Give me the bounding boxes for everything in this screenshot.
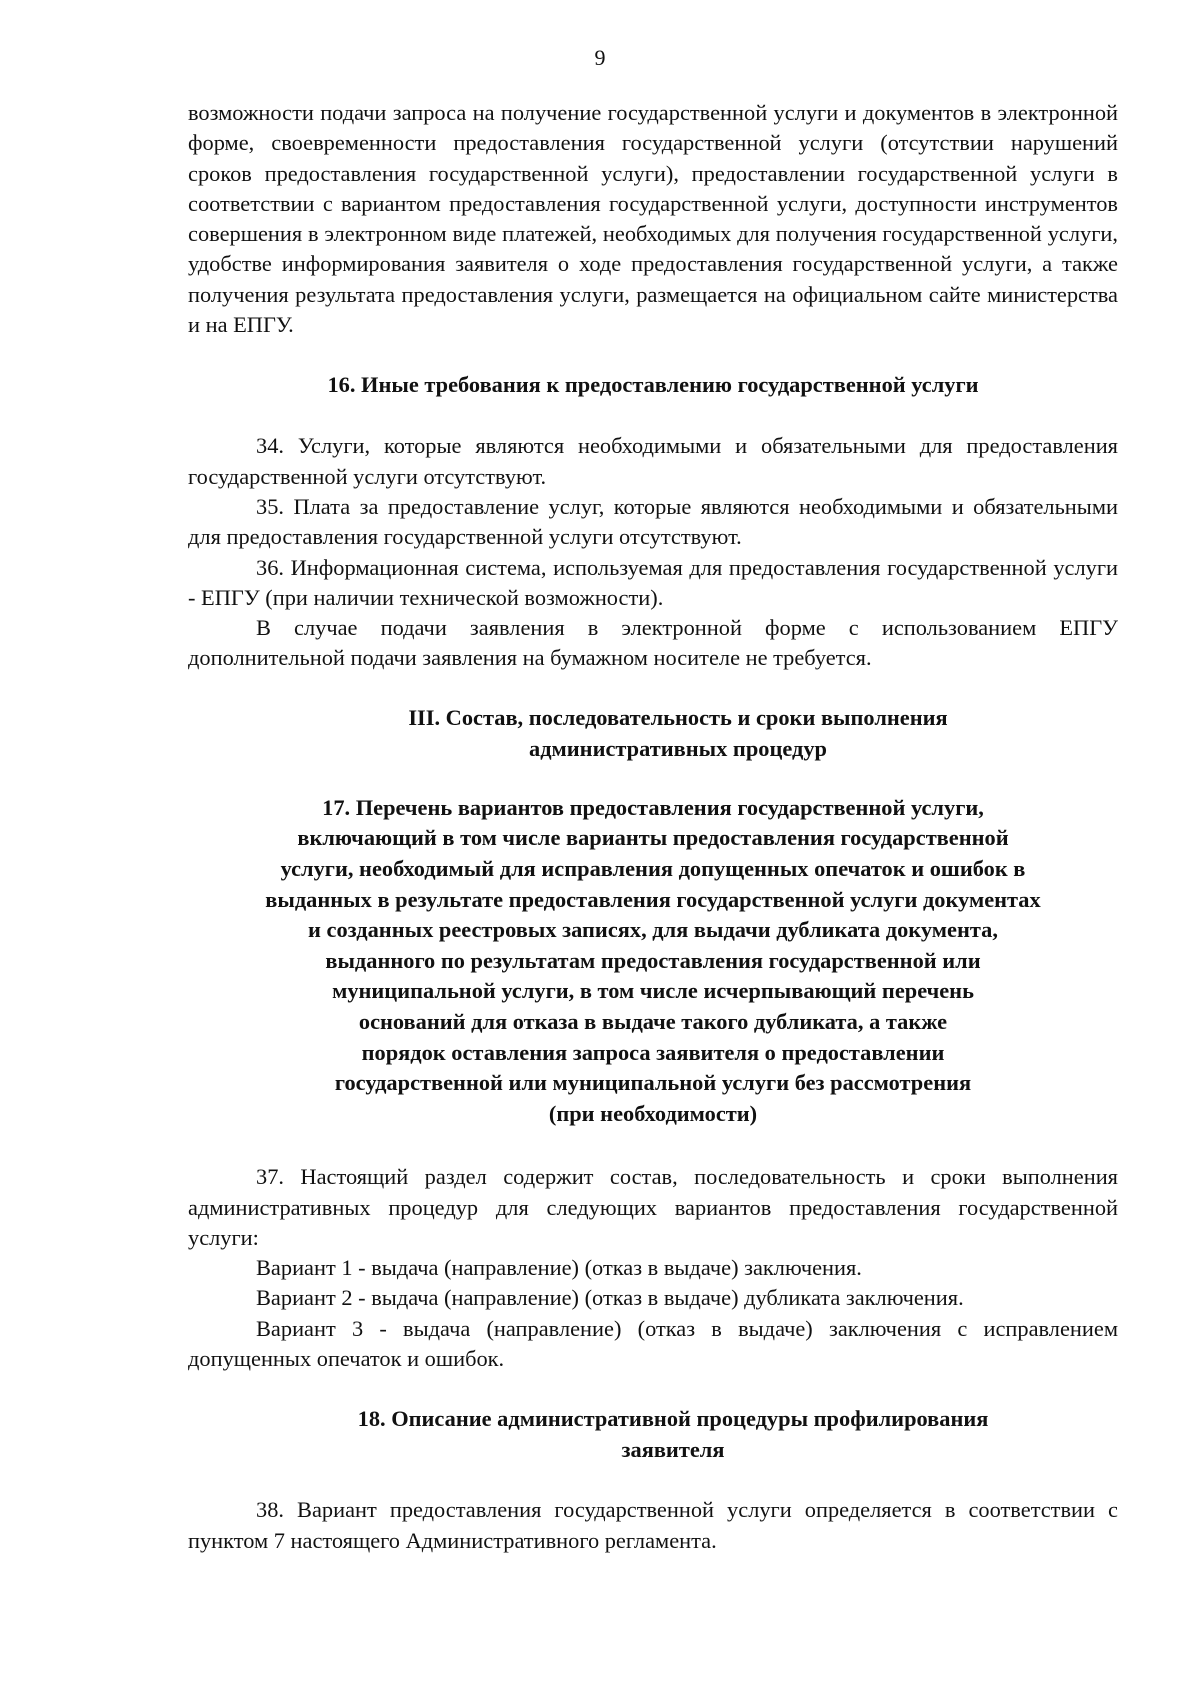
section-17-heading-line: муниципальной услуги, в том числе исчерпывающий перечень [332, 978, 974, 1004]
paragraph-36: 36. Информационная система, используемая для предоставления государственной услуги - ЕПГУ (при наличии технической возможности). [188, 554, 1118, 610]
section-17-heading-line: порядок оставления запроса заявителя о предоставлении [361, 1039, 945, 1065]
section-17-heading-line: включающий в том числе варианты предоставления государственной [297, 825, 1009, 851]
section-17-heading-line: и созданных реестровых записях, для выдачи дубликата документа, [308, 917, 998, 943]
paragraph-37: 37. Настоящий раздел содержит состав, последовательность и сроки выполнения административных процедур для следующих вариантов предоставления государственной услуги: [188, 1164, 1118, 1250]
section-18-heading-line: заявителя [621, 1437, 725, 1463]
paragraph-34: 34. Услуги, которые являются необходимыми и обязательными для предоставления государственной услуги отсутствуют. [188, 433, 1118, 489]
section-16-heading: 16. Иные требования к предоставлению государственной услуги [327, 372, 979, 398]
document-body [188, 98, 1118, 1556]
section-17-heading [188, 793, 1118, 1130]
section-3-heading-line: административных процедур [529, 735, 827, 761]
section-17-heading-line: (при необходимости) [548, 1100, 758, 1126]
section-17-heading-line: государственной или муниципальной услуги без рассмотрения [334, 1070, 972, 1096]
variant-1-item: Вариант 1 - выдача (направление) (отказ в выдаче) заключения. [256, 1255, 862, 1281]
section-17-heading-line: выданных в результате предоставления государственной услуги документах [265, 886, 1041, 912]
section-3-heading-line: III. Состав, последовательность и сроки выполнения [408, 704, 948, 730]
section-17-heading-line: оснований для отказа в выдаче такого дубликата, а также [358, 1008, 948, 1034]
paragraph-35: 35. Плата за предоставление услуг, которые являются необходимыми и обязательными для предоставления государственной услуги отсутствуют. [188, 493, 1118, 550]
intro-paragraph: возможности подачи запроса на получение государственной услуги и документов в электронной форме, своевременности предоставления государственной услуги (отсутствии нарушений сроков предоставления государственной услуги), предоставлении государственной услуги в соответствии с вариантом предоставления государственной услуги, доступности инструментов совершения в электронном виде платежей, необходимых для получения государственной услуги, удобстве информирования заявителя о ходе предоставления государственной услуги, а также получения результата предоставления услуги, размещается на официальном сайте министерства и на ЕПГУ. [188, 100, 1118, 338]
paragraph-38: 38. Вариант предоставления государственной услуги определяется в соответствии с пунктом 7 настоящего Административного регламента. [188, 1497, 1118, 1553]
section-17-heading-line: услуги, необходимый для исправления допущенных опечаток и ошибок в [280, 855, 1026, 881]
page-number: 9 [594, 45, 606, 70]
section-18-heading [238, 1403, 1108, 1465]
variant-3-item: Вариант 3 - выдача (направление) (отказ в выдаче) заключения с исправлением допущенных опечаток и ошибок. [188, 1315, 1118, 1372]
section-18-heading-line: 18. Описание административной процедуры профилирования [357, 1406, 989, 1432]
variant-2-item: Вариант 2 - выдача (направление) (отказ в выдаче) дубликата заключения. [256, 1285, 964, 1311]
section-17-heading-line: выданного по результатам предоставления государственной или [325, 947, 981, 973]
section-17-heading-line: 17. Перечень вариантов предоставления государственной услуги, [322, 794, 984, 820]
paragraph-36-note: В случае подачи заявления в электронной форме с использованием ЕПГУ дополнительной подачи заявления на бумажном носителе не требуется. [188, 615, 1118, 671]
section-3-heading [248, 702, 1108, 764]
